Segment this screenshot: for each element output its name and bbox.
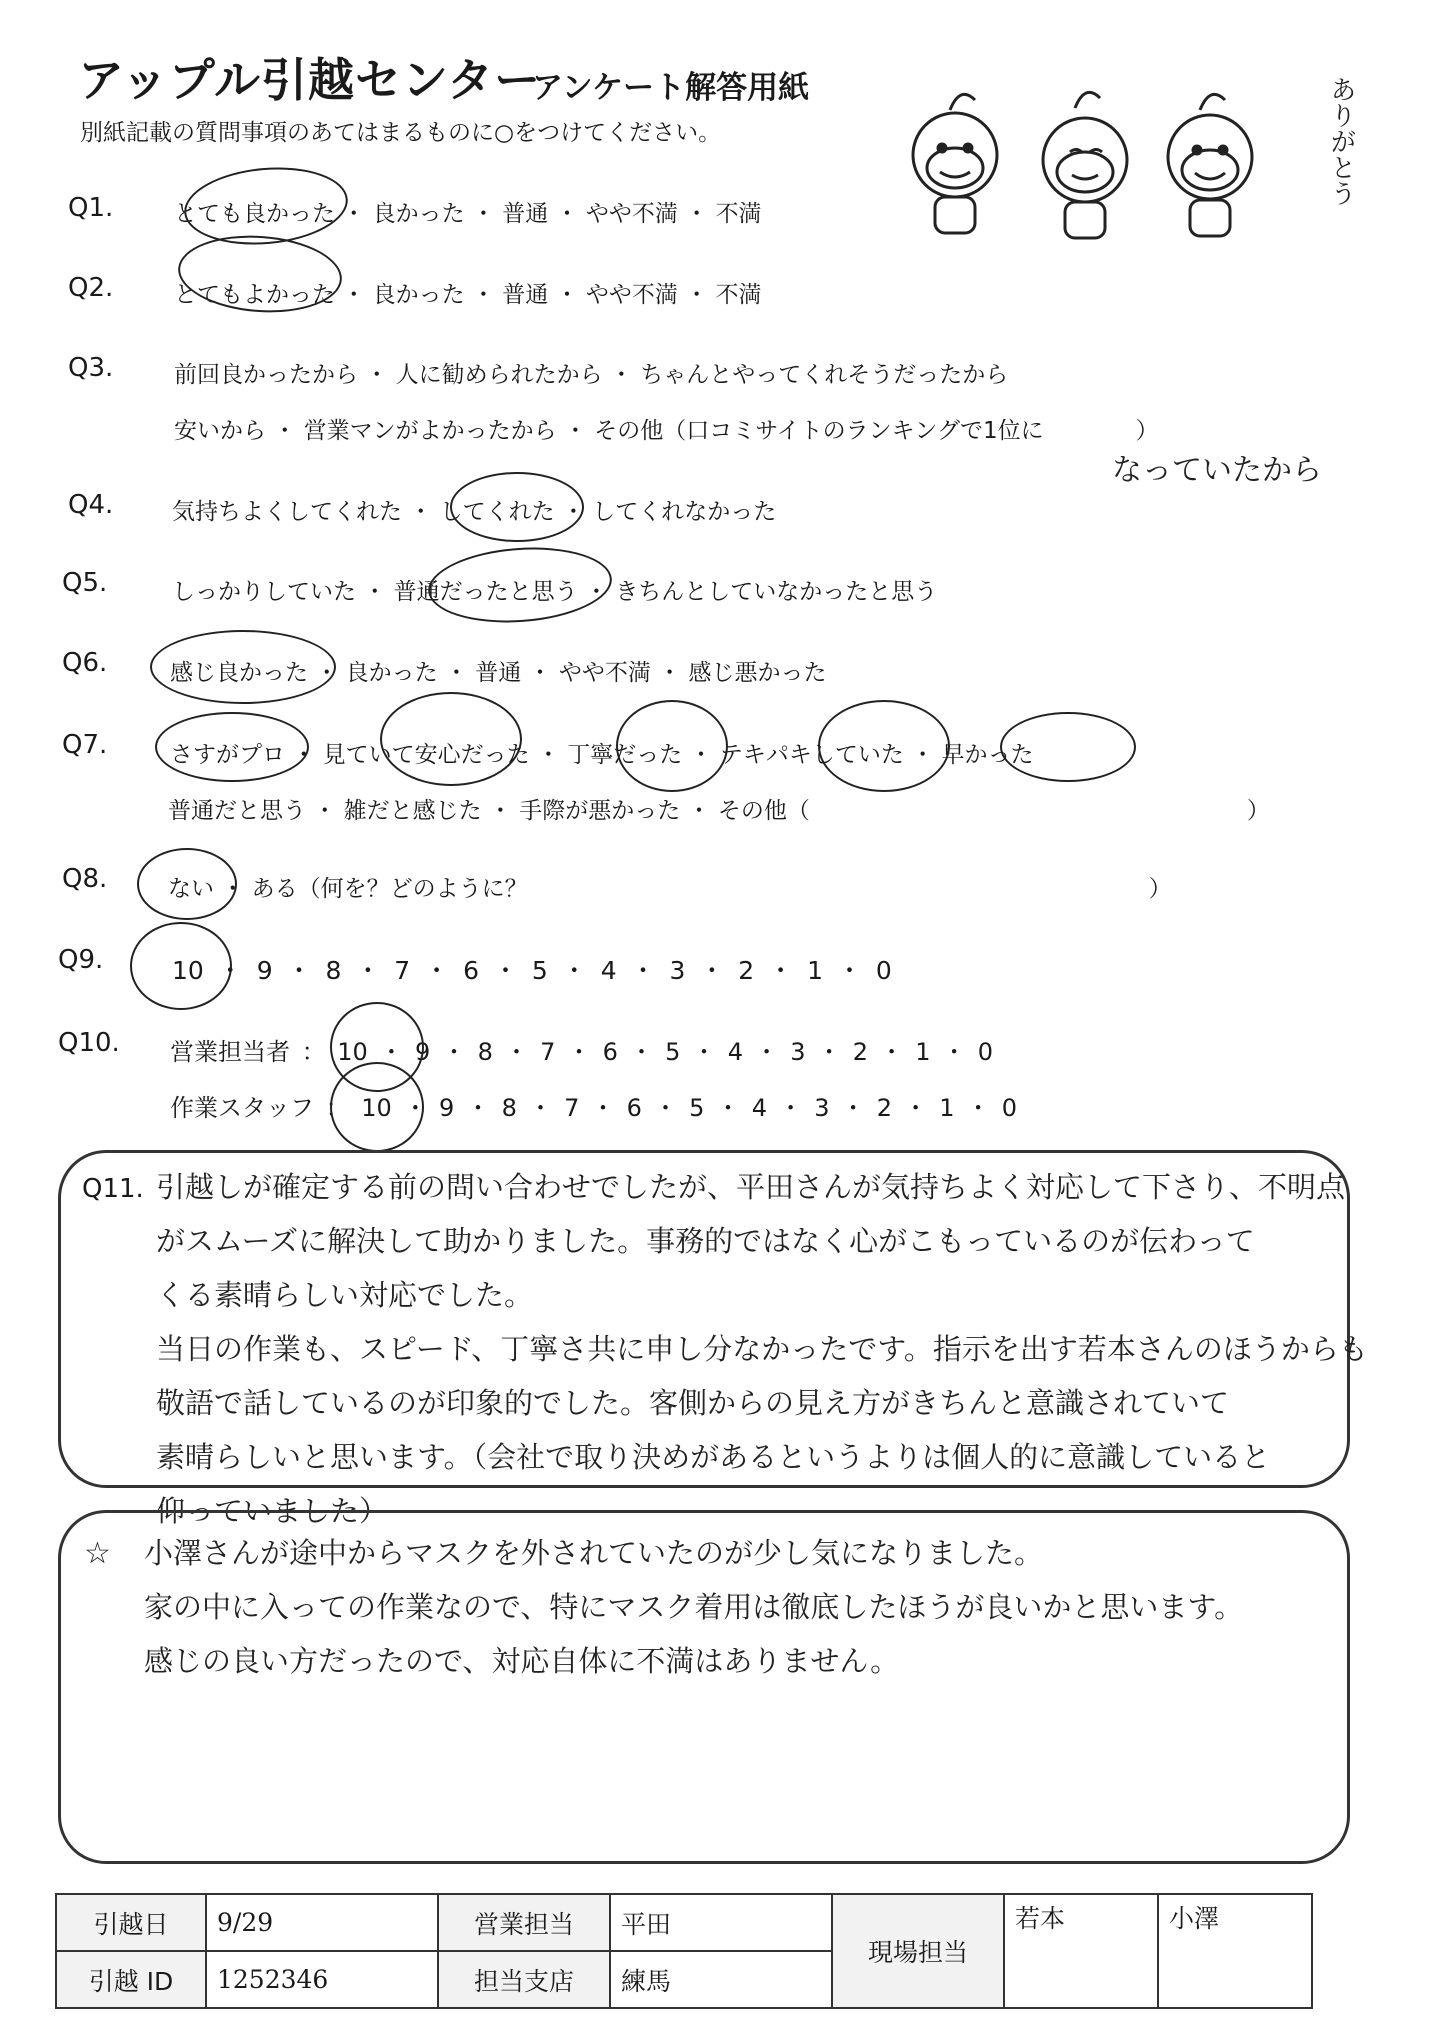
q9-label: Q9. xyxy=(58,945,104,975)
form-subtitle: アンケート解答用紙 xyxy=(532,70,810,106)
staff-info-table xyxy=(55,1893,1313,2009)
q9-scale: 10 ・ 9 ・ 8 ・ 7 ・ 6 ・ 5 ・ 4 ・ 3 ・ 2 ・ 1 ・ 0 xyxy=(172,956,892,985)
q4-label: Q4. xyxy=(68,490,114,520)
q11-line: 当日の作業も、スピード、丁寧さ共に申し分なかったです。指示を出す若本さんのほうからも xyxy=(156,1332,1368,1366)
q7-label: Q7. xyxy=(62,730,108,760)
q2-label: Q2. xyxy=(68,273,114,303)
q7-answer-circle-5 xyxy=(1000,712,1136,782)
q9-answer-circle xyxy=(130,922,232,1010)
q5-answer-circle xyxy=(426,542,615,629)
mascot-monkey-2-icon xyxy=(1043,92,1127,238)
instruction-text: 別紙記載の質問事項のあてはまるものに○をつけてください。 xyxy=(80,120,722,146)
q4-options: 気持ちよくしてくれた ・ してくれた ・ してくれなかった xyxy=(172,499,777,525)
q10-label: Q10. xyxy=(58,1028,120,1058)
sales-staff-label: 営業担当 xyxy=(438,1894,610,1951)
q2-options: とてもよかった ・ 良かった ・ 普通 ・ やや不満 ・ 不満 xyxy=(174,282,762,308)
q8-label: Q8. xyxy=(62,864,108,894)
sales-staff-value: 平田 xyxy=(610,1894,832,1951)
star-icon: ☆ xyxy=(84,1536,111,1571)
mascot-monkey-3-icon xyxy=(1168,94,1252,236)
q1-label: Q1. xyxy=(68,193,114,223)
star-comment-line: 感じの良い方だったので、対応自体に不満はありません。 xyxy=(144,1644,900,1678)
q8-options: ない ・ ある（何を？どのように？ ） xyxy=(168,876,1172,902)
q7-options-line1: さすがプロ ・ 見ていて安心だった ・ 丁寧だった ・ テキパキしていた ・ 早かった xyxy=(170,742,1034,768)
q11-line: 素晴らしいと思います。（会社で取り決めがあるというよりは個人的に意識していると xyxy=(156,1440,1271,1474)
move-date-label: 引越日 xyxy=(56,1894,206,1951)
site-staff-2-value: 小澤 xyxy=(1158,1894,1312,2008)
q11-line: 引越しが確定する前の問い合わせでしたが、平田さんが気持ちよく対応して下さり、不明点 xyxy=(156,1170,1346,1204)
q6-label: Q6. xyxy=(62,648,108,678)
branch-value: 練馬 xyxy=(610,1951,832,2008)
q7-answer-circle-1 xyxy=(155,712,309,782)
star-comment-line: 小澤さんが途中からマスクを外されていたのが少し気になりました。 xyxy=(144,1536,1044,1570)
q7-answer-circle-3 xyxy=(616,700,728,792)
star-comment-line: 家の中に入っての作業なので、特にマスク着用は徹底したほうが良いかと思います。 xyxy=(144,1590,1244,1624)
star-comment-text xyxy=(144,1526,1243,1688)
branch-label: 担当支店 xyxy=(438,1951,610,2008)
site-staff-1-value: 若本 xyxy=(1004,1894,1158,2008)
q3-options-line1: 前回良かったから ・ 人に勧められたから ・ ちゃんとやってくれそうだったから xyxy=(174,362,1009,388)
move-id-value: 1252346 xyxy=(206,1951,438,2008)
q11-line: 敬語で話しているのが印象的でした。客側からの見え方がきちんと意識されていて xyxy=(156,1386,1230,1420)
q5-label: Q5. xyxy=(62,568,108,598)
q1-options: とても良かった ・ 良かった ・ 普通 ・ やや不満 ・ 不満 xyxy=(174,201,762,227)
q7-answer-circle-4 xyxy=(818,700,950,792)
q3-other-handwritten-cont: なっていたから xyxy=(1112,453,1322,488)
q11-label: Q11. xyxy=(82,1174,144,1204)
q10-sales-scale: 営業担当者 ： 10 ・ 9 ・ 8 ・ 7 ・ 6 ・ 5 ・ 4 ・ 3 ・ 2 ・ 1 ・ 0 xyxy=(170,1038,994,1066)
q5-options: しっかりしていた ・ 普通だったと思う ・ きちんとしていなかったと思う xyxy=(172,579,938,605)
mascot-illustration xyxy=(880,60,1340,250)
move-id-label: 引越 ID xyxy=(56,1951,206,2008)
q6-answer-circle xyxy=(150,630,336,704)
site-staff-label: 現場担当 xyxy=(832,1894,1004,2008)
q6-options: 感じ良かった ・ 良かった ・ 普通 ・ やや不満 ・ 感じ悪かった xyxy=(170,660,827,686)
mascot-monkey-1-icon xyxy=(913,94,997,233)
q4-answer-circle xyxy=(450,472,584,542)
mascot-thanks-text: ありがとう xyxy=(1326,76,1356,206)
q8-answer-circle xyxy=(137,848,237,920)
q11-line: くる素晴らしい対応でした。 xyxy=(156,1278,534,1312)
q10-staff-answer-circle xyxy=(330,1062,424,1152)
q11-comment-text xyxy=(156,1160,1368,1538)
q7-options-line2: 普通だと思う ・ 雑だと感じた ・ 手際が悪かった ・ その他（ ） xyxy=(168,798,1270,824)
form-title: アップル引越センター xyxy=(78,53,542,107)
q10-staff-scale: 作業スタッフ ： 10 ・ 9 ・ 8 ・ 7 ・ 6 ・ 5 ・ 4 ・ 3 ・ 2 ・ 1 ・ 0 xyxy=(170,1094,1018,1122)
q3-options-line2: 安いから ・ 営業マンがよかったから ・ その他（口コミサイトのランキングで1位に ） xyxy=(174,418,1159,444)
q11-line: がスムーズに解決して助かりました。事務的ではなく心がこもっているのが伝わって xyxy=(156,1224,1255,1258)
q11-line: 仰っていました） xyxy=(156,1494,389,1528)
q7-answer-circle-2 xyxy=(380,692,522,786)
q3-label: Q3. xyxy=(68,353,114,383)
move-date-value: 9/29 xyxy=(206,1894,438,1951)
